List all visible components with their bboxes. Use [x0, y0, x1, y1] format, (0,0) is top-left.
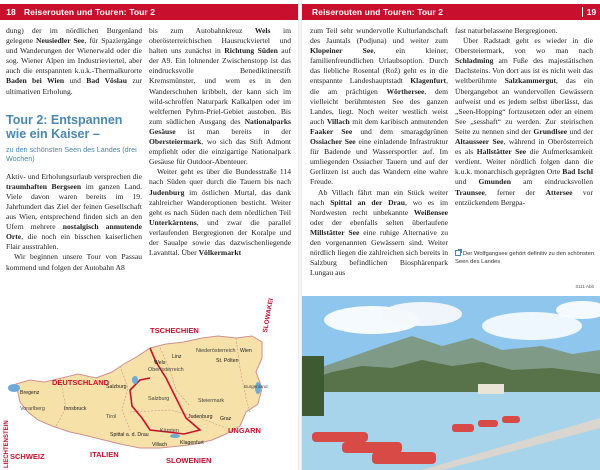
city-wien: Wien — [240, 348, 252, 354]
label-schweiz: SCHWEIZ — [10, 452, 45, 461]
boat-2 — [342, 442, 402, 453]
right-page — [302, 0, 600, 470]
city-graz: Graz — [220, 416, 232, 422]
city-innsbruck: Innsbruck — [64, 406, 87, 412]
lake-bodensee — [8, 384, 20, 392]
tour-heading-block — [6, 113, 142, 163]
right-running-head-title: Reiserouten und Touren: Tour 2 — [312, 7, 444, 17]
left-page-number: 18 — [6, 7, 16, 17]
label-liechtenstein: LIECHTENSTEIN — [4, 420, 10, 468]
austria-route-map — [0, 297, 298, 470]
city-spittal: Spittal a. d. Drau — [110, 432, 149, 438]
photo-caption — [455, 250, 595, 267]
tour-heading-line-1: Tour 2: Entspannen — [6, 112, 123, 127]
region-niederoesterreich: Niederösterreich — [196, 348, 236, 354]
region-vorarlberg: Vorarlberg — [20, 406, 45, 412]
city-bregenz: Bregenz — [20, 390, 40, 396]
photo-code: 0111 Abb — [575, 284, 594, 289]
region-oberoesterreich: Oberösterreich — [148, 367, 184, 373]
right-column-2 — [455, 26, 593, 208]
tour-heading-line-2: wie ein Kaiser – — [6, 126, 100, 141]
region-steiermark: Steiermark — [198, 398, 225, 404]
photo-reference-icon — [455, 250, 461, 256]
city-salzburg: Salzburg — [106, 384, 127, 390]
photo-shore-building — [478, 384, 504, 394]
right-page-number: 19 — [582, 7, 600, 17]
right-col1-paragraph-2: Ab Villach fährt man ein Stück weiter nach Spittal an der Drau, wo es im Nordwesten recht unbekannte Weißensee oder der ebenfalls selten überlaufene Millstätter See eine ruhige Alternative zu den vorgenannten Gewässern sind. Weiter nördlich liegen die zahlreichen sich bereits in Salzburg befindlichen Biosphärenpark Lungau aus — [310, 187, 449, 278]
cloud-2 — [382, 302, 462, 326]
city-wels: Wels — [154, 360, 166, 366]
city-judenburg: Judenburg — [188, 414, 213, 420]
left-running-head-title: Reiserouten und Touren: Tour 2 — [24, 7, 156, 17]
city-villach: Villach — [152, 442, 168, 448]
lake-photo-svg — [302, 296, 600, 470]
city-linz: Linz — [172, 354, 182, 360]
label-slowakei: SLOWAKEI — [262, 297, 275, 334]
boat-4 — [452, 424, 474, 432]
boat-5 — [478, 420, 498, 427]
photo-lake — [302, 392, 600, 470]
boat-6 — [502, 416, 520, 423]
austria-map-svg — [0, 318, 298, 470]
region-burgenland: Burgenland — [244, 384, 268, 389]
label-italien: ITALIEN — [90, 450, 119, 459]
tour-subheading: zu den schönsten Seen des Landes (drei Wochen) — [6, 144, 137, 163]
left-col1-paragraph-2: Aktiv- und Erholungsurlaub versprechen die traumhaften Bergseen im ganzen Land. Viele davon waren bereits im 19. Jahrhundert das Ziel der feinen Gesellschaft aus Wien, entsprechend finden sich an den Ufern mehrere nostalgisch anmutende Orte, die noch ein bisschen kaiserlichen Flair ausstrahlen. — [6, 171, 142, 252]
photo-tree-left — [302, 356, 324, 416]
left-col1-paragraph-1: dung) der im nördlichen Burgenland gelegene Neusiedler See, für Spaziergänge und Wanderungen der Wienerwald oder die sog. Wiener Alpen im Industrieviertel, aber auch die entspannten k.u.k.-Thermalkurorte Baden bei Wien und Bad Vöslau zur ultimativen Erholung. — [6, 26, 143, 96]
lake-woerthersee — [170, 434, 180, 438]
boat-1 — [312, 432, 368, 442]
right-running-header — [302, 4, 600, 20]
label-deutschland: DEUTSCHLAND — [52, 378, 110, 387]
right-col1-paragraph-1: zum Teil sehr wundervolle Kulturlandschaft des Jauntals (Podjuna) und weiter zum Klopeiner See, ein kleiner, familienfreundlichen Urlaubsoption. Durch das liebliche Rosental (Rož) geht es in die entspannte Landeshauptstadt Klagenfurt, die am prächtigen Wörthersee, dem vielleicht berühmtesten See des ganzen Landes, liegt. Noch weiter westlich weist auch Villach mit dem karibisch anmutenden Faaker See und dem smaragdgrünen Ossiacher See eine einladende Infrastruktur für Badende und Wassersportler auf. Im umliegenden Ossiacher Tauern und auf der Gerlitzen ist auch das Wandern eine wahre Freude. — [310, 26, 449, 187]
label-tschechien: TSCHECHIEN — [150, 326, 199, 335]
label-ungarn: UNGARN — [228, 426, 261, 435]
right-column-1 — [310, 26, 448, 278]
right-col2-paragraph-2: Über Radstadt geht es wieder in die Obersteiermark, von wo man nach Schladming am Fuße des majestätischen Dachsteins. Von dort aus ist es nicht weit das weltberühmte Salzkammergut, das ein Übergangebot an wundervollen Gewässern aufweist und es jedem selbst überlässt, das „Seen-Hopping“ fortzusetzen oder an einem See „sesshaft“ zu werden. Zur steirischen Seite zu nennen sind der Grundlsee und der Altausseer See, während in Oberösterreich es als Hallstätter See die Aufmerksamkeit verdient. Weiter nördlich folgen dann die k.u.k. monarchisch geprägten Orte Bad Ischl und Gmunden am eindrucksvollen Traunsee, ferner der Attersee vor entzückendem Bergpa- — [455, 36, 594, 207]
region-kaernten: Kärnten — [160, 428, 179, 434]
left-running-header — [0, 4, 298, 20]
lake-photo-wolfgangsee — [302, 296, 600, 470]
city-st-poelten: St. Pölten — [216, 358, 239, 364]
left-column-2 — [149, 26, 291, 258]
label-slowenien: SLOWENIEN — [166, 456, 212, 465]
left-col2-paragraph-1: bis zum Autobahnkreuz Wels im oberösterreichischen Hausruckviertel und halten uns zunächst in Richtung Süden auf der A9. Ein lohnender Zwischenstopp ist das eindrucksvolle Benediktinerstift Kremsmünster, und wem es in den Wanderschuhen kribbelt, der kann sich im wild-schroffen Naturpark Kalkalpen oder im weltfernen Pyhrn-Priel-Gebiet austoben. Bis zum südlichen Ausgang des Nationalparks Gesäuse ist man bereits in der Obersteiermark, wo sich das Stift Admont empfiehlt oder die einzigartige Nationalpark Gesäuse für Outdoor-Abenteuer. — [149, 26, 291, 167]
left-column-1 — [6, 26, 142, 273]
boat-3 — [372, 452, 436, 464]
lake-salzkammergut — [132, 376, 138, 384]
city-klagenfurt: Klagenfurt — [180, 440, 204, 446]
left-col1-paragraph-3: Wir beginnen unsere Tour von Passau kommend und folgen der Autobahn A8 — [6, 252, 142, 272]
left-col2-paragraph-2: Weiter geht es über die Bundesstraße 114 nach Süden quer durch die Tauern bis nach Judenburg im östlichen Murtal, das dank zahlreicher Wanderoptionen besticht. Weiter geht es nach Süden nach dem nördlichen Teil Unterkärntens, und zwar die parallel verlaufenden Bergregionen der Koralpe und der Saualpe sowie das dazwischenliegende Lavanttal. Über Völkermarkt — [149, 167, 291, 258]
left-page — [0, 0, 298, 470]
region-tirol: Tirol — [106, 414, 117, 420]
region-salzburg: Salzburg — [148, 396, 170, 402]
right-col2-paragraph-1: fast naturbelassene Bergregionen. — [455, 26, 558, 35]
photo-caption-text: Der Wolfgangsee gehört definitiv zu den schönsten Seen des Landes — [455, 251, 595, 266]
